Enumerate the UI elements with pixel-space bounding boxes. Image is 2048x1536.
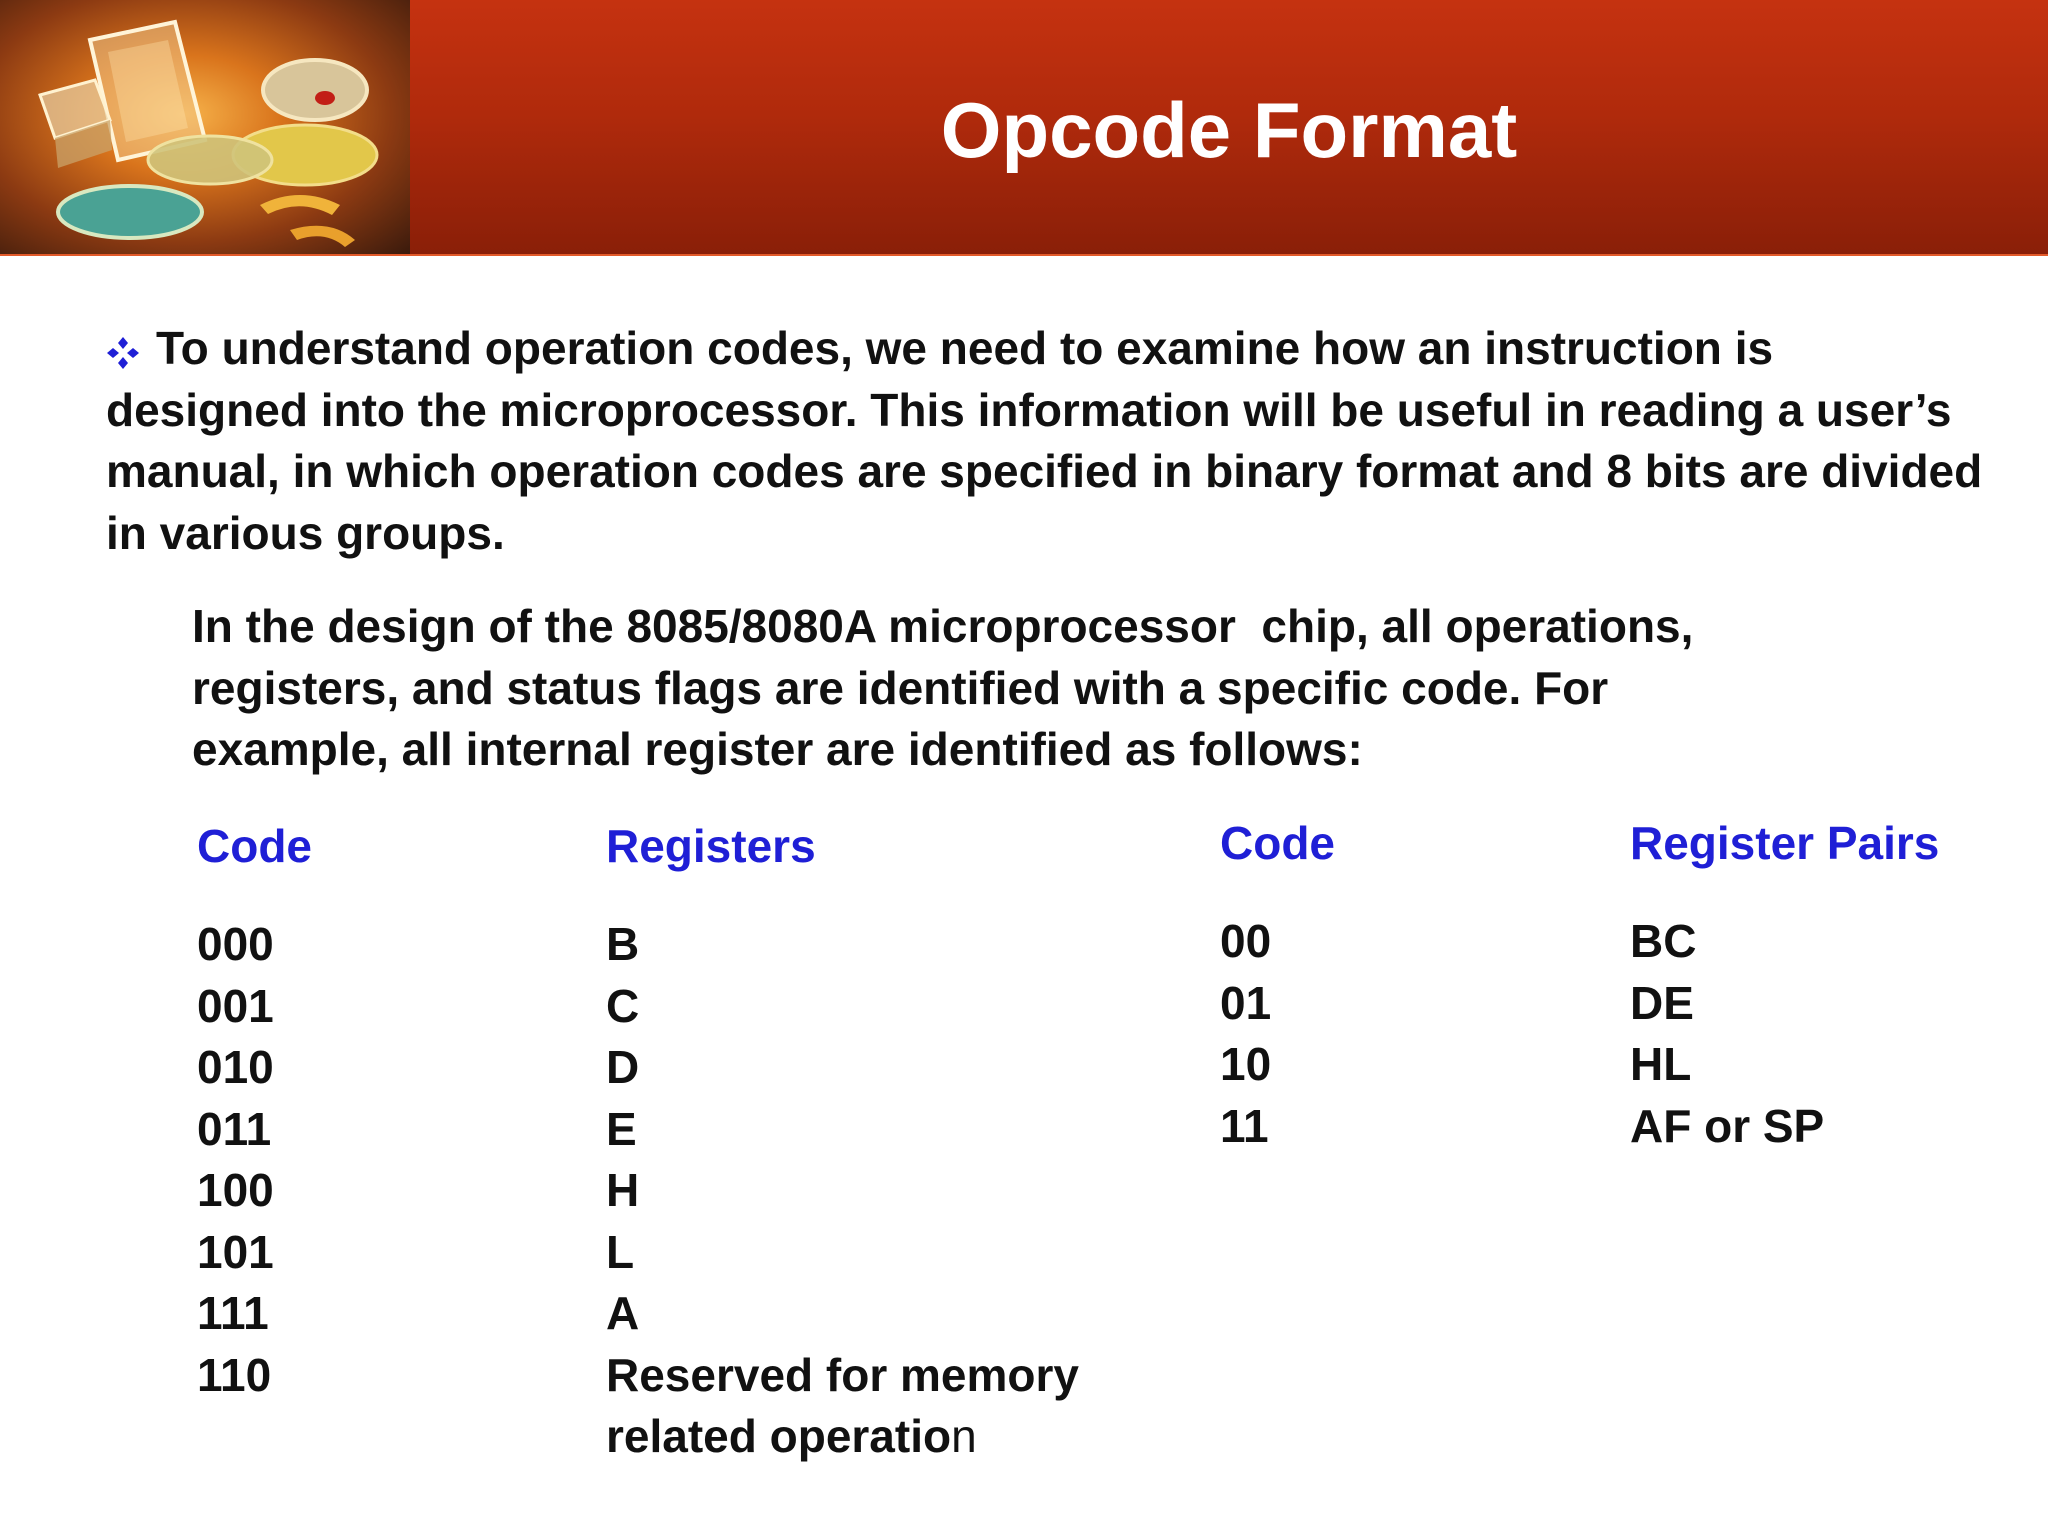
pair-name: AF or SP	[1630, 1099, 1825, 1152]
register-name-list	[606, 914, 1206, 1468]
sub-text-line-3: example, all internal register are identified as follows:	[192, 723, 1363, 775]
register-name-continuation-tail: n	[951, 1410, 977, 1462]
register-code: 001	[197, 979, 274, 1032]
register-code: 011	[197, 1102, 272, 1155]
pair-name-column	[1630, 813, 2040, 875]
bullet-text: To understand operation codes, we need to examine how an instruction is designed into the microprocessor. This information will be useful in reading a user’s manual, in which operation codes are specified in binary format and 8 bits are divided in various groups.	[106, 322, 1983, 559]
pair-name: HL	[1630, 1038, 1692, 1090]
pair-code-header: Code	[1220, 817, 1335, 869]
register-name-column	[606, 816, 1206, 878]
register-name: H	[606, 1164, 640, 1216]
pair-code-list	[1220, 911, 1600, 1157]
pair-code: 01	[1220, 976, 1272, 1029]
register-code: 110	[197, 1348, 272, 1401]
pair-name: DE	[1630, 976, 1694, 1029]
register-code-header: Code	[197, 820, 312, 872]
register-name-continuation	[606, 1406, 1206, 1468]
bullet-paragraph	[106, 318, 1986, 564]
header-photo	[0, 0, 410, 254]
register-name: B	[606, 918, 640, 970]
sub-text-line-1: In the design of the 8085/8080A microprocessor chip, all operations,	[192, 600, 1694, 652]
register-code: 010	[197, 1041, 274, 1093]
register-name-continuation-main: related operatio	[606, 1410, 952, 1462]
register-name: Reserved for memory	[606, 1348, 1079, 1401]
pair-name-list	[1630, 911, 2040, 1157]
register-code: 100	[197, 1164, 274, 1216]
pair-code: 10	[1220, 1038, 1272, 1090]
register-name-header: Registers	[606, 820, 816, 872]
pair-code: 11	[1220, 1099, 1269, 1152]
register-name: A	[606, 1287, 640, 1339]
register-code: 111	[197, 1287, 269, 1339]
sub-text-line-2: registers, and status flags are identified with a specific code. For	[192, 661, 1609, 714]
pair-name: BC	[1630, 915, 1697, 967]
slide-header	[0, 0, 2048, 256]
pair-name-header: Register Pairs	[1630, 817, 1940, 869]
diamond-bullet-icon	[106, 324, 140, 358]
register-name: E	[606, 1102, 637, 1155]
register-name: D	[606, 1041, 640, 1093]
optics-photo-image	[0, 0, 410, 254]
register-code-column	[197, 816, 557, 878]
pair-code-column	[1220, 813, 1600, 875]
register-name: C	[606, 979, 640, 1032]
pair-code: 00	[1220, 915, 1272, 967]
register-code-list	[197, 914, 557, 1406]
register-code: 000	[197, 918, 274, 970]
register-code: 101	[197, 1225, 274, 1278]
slide-title: Opcode Format	[940, 86, 1518, 174]
register-name: L	[606, 1225, 635, 1278]
sub-paragraph	[192, 596, 1992, 781]
